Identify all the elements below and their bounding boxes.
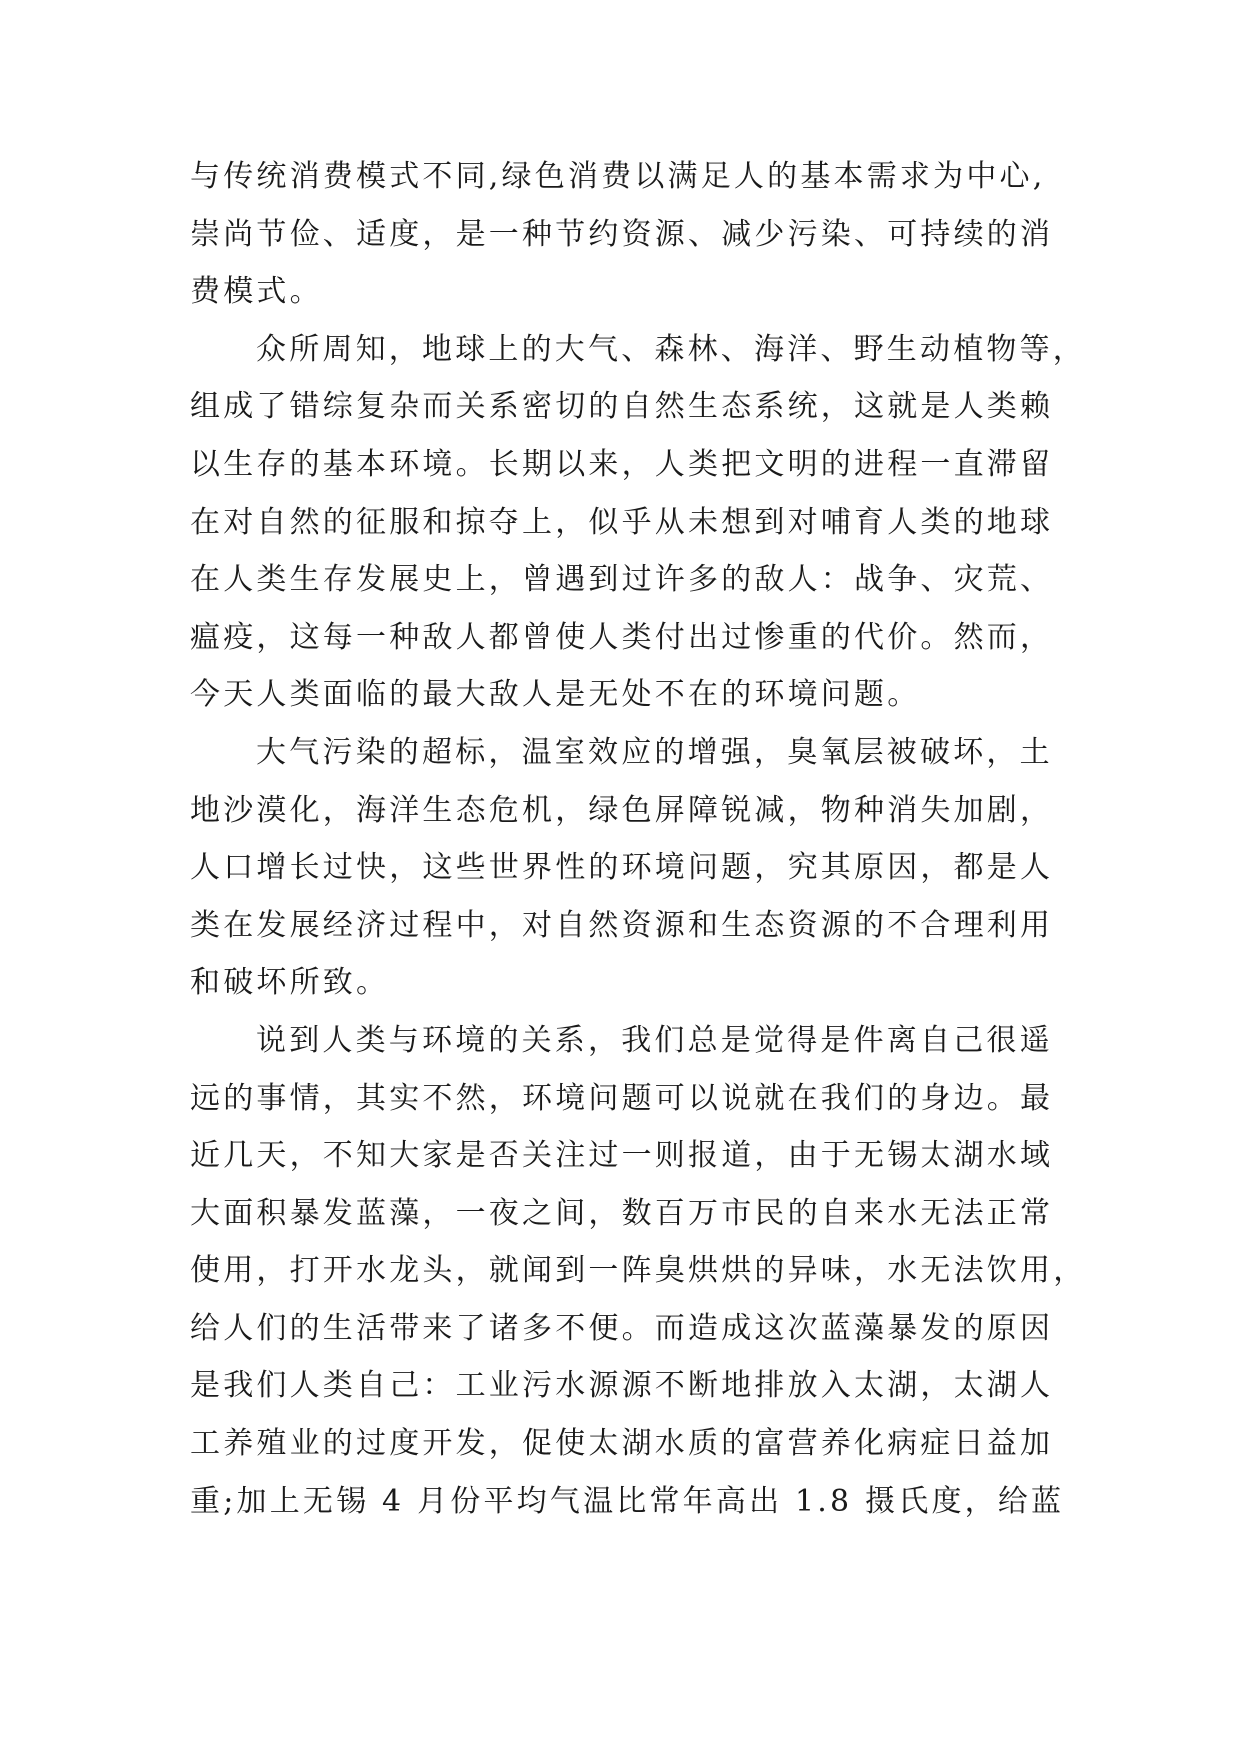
text-line: 给人们的生活带来了诸多不便。而造成这次蓝藻暴发的原因 xyxy=(190,1310,1054,1346)
text-line: 是我们人类自己：工业污水源源不断地排放入太湖，太湖人 xyxy=(190,1368,1054,1404)
text-line: 组成了错综复杂而关系密切的自然生态系统，这就是人类赖 xyxy=(190,389,1054,425)
text-line: 人口增长过快，这些世界性的环境问题，究其原因，都是人 xyxy=(190,850,1054,886)
text-line: 大面积暴发蓝藻，一夜之间，数百万市民的自来水无法正常 xyxy=(190,1195,1054,1231)
text-line: 在人类生存发展史上，曾遇到过许多的敌人：战争、灾荒、 xyxy=(190,562,1054,598)
text-line: 重;加上无锡 4 月份平均气温比常年高出 1.8 摄氏度，给蓝 xyxy=(190,1483,1065,1519)
text-line: 近几天，不知大家是否关注过一则报道，由于无锡太湖水域 xyxy=(190,1138,1054,1174)
text-line: 瘟疫，这每一种敌人都曾使人类付出过惨重的代价。然而， xyxy=(190,619,1054,655)
text-line: 崇尚节俭、适度，是一种节约资源、减少污染、可持续的消 xyxy=(190,216,1054,252)
text-line: 今天人类面临的最大敌人是无处不在的环境问题。 xyxy=(190,677,921,713)
text-line: 在对自然的征服和掠夺上，似乎从未想到对哺育人类的地球 xyxy=(190,504,1054,540)
paragraph-start-line: 说到人类与环境的关系，我们总是觉得是件离自己很遥 xyxy=(256,1022,1053,1058)
text-line: 和破坏所致。 xyxy=(190,965,390,1001)
text-line: 以生存的基本环境。长期以来，人类把文明的进程一直滞留 xyxy=(190,446,1054,482)
text-line: 类在发展经济过程中，对自然资源和生态资源的不合理利用 xyxy=(190,907,1054,943)
text-line: 费模式。 xyxy=(190,274,323,310)
text-line: 与传统消费模式不同,绿色消费以满足人的基本需求为中心, xyxy=(190,159,1046,194)
text-line: 地沙漠化，海洋生态危机，绿色屏障锐减，物种消失加剧， xyxy=(190,792,1054,828)
text-line: 使用，打开水龙头，就闻到一阵臭烘烘的异味，水无法饮用， xyxy=(190,1253,1087,1289)
text-line: 远的事情，其实不然，环境问题可以说就在我们的身边。最 xyxy=(190,1080,1054,1116)
paragraph-start-line: 众所周知，地球上的大气、森林、海洋、野生动植物等， xyxy=(256,331,1086,367)
text-line: 工养殖业的过度开发，促使太湖水质的富营养化病症日益加 xyxy=(190,1426,1054,1462)
paragraph-start-line: 大气污染的超标，温室效应的增强，臭氧层被破坏，土 xyxy=(256,734,1053,770)
body-text xyxy=(190,148,1090,1530)
